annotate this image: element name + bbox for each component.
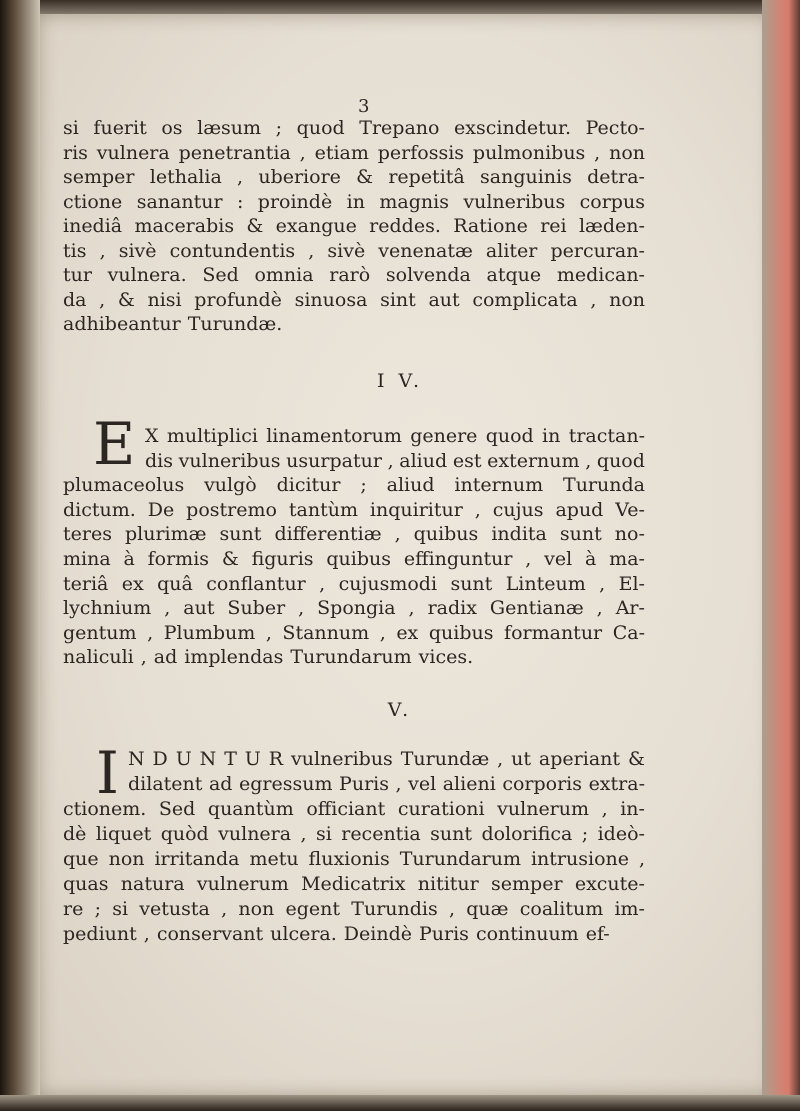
text-line: dis vulneribus usurpatur , aliud est externum , quod <box>145 449 645 472</box>
text-line: adhibeantur Turundæ. <box>63 313 283 335</box>
text-line: mina à formis & figuris quibus effinguntur , vel à ma- <box>63 548 645 570</box>
text-line: quas natura vulnerum Medicatrix nititur semper excute- <box>63 873 645 895</box>
text-line: dictum. De postremo tantùm inquiritur , cujus apud Ve- <box>63 498 645 521</box>
text-line: X multiplici linamentorum genere quod in tractan- <box>145 425 645 447</box>
text-line: ctionem. Sed quantùm officiant curationi vulnerum , in- <box>63 798 645 820</box>
text-line: dilatent ad egressum Puris , vel alieni corporis extra- <box>128 773 645 795</box>
text-line: semper lethalia , uberiore & repetitâ sanguinis detra- <box>63 166 645 188</box>
dropcap-i: I <box>96 739 119 807</box>
text-line: que non irritanda metu fluxionis Turundarum intrusione , <box>63 848 645 870</box>
text-line: tis , sivè contundentis , sivè venenatæ aliter percuran- <box>63 239 645 262</box>
text-line: da , & nisi profundè sinuosa sint aut complicata , non <box>63 288 645 311</box>
text-line: gentum , Plumbum , Stannum , ex quibus formantur Ca- <box>63 621 645 644</box>
text-line: ctione sanantur : proindè in magnis vulneribus corpus <box>63 190 645 213</box>
text-line: inediâ macerabis & exangue reddes. Ratione rei læden- <box>63 215 645 237</box>
section-heading-4: I V. <box>377 370 423 392</box>
section-heading-5: V. <box>387 699 413 721</box>
page-bottom-shadow <box>0 1095 800 1111</box>
page-edge <box>762 0 800 1111</box>
binding-shadow <box>0 0 40 1111</box>
text-line: teriâ ex quâ conflantur , cujusmodi sunt Linteum , El- <box>63 572 645 595</box>
text-line: plumaceolus vulgò dicitur ; aliud internum Turunda <box>63 474 645 497</box>
text-line: re ; si vetusta , non egent Turundis , quæ coalitum im- <box>63 898 645 920</box>
text-line: lychnium , aut Suber , Spongia , radix Gentianæ , Ar- <box>63 597 645 620</box>
text-line: naliculi , ad implendas Turundarum vices. <box>63 646 474 669</box>
text-line: N D U N T U R vulneribus Turundæ , ut aperiant & <box>128 748 645 770</box>
page-number: 3 <box>358 96 370 117</box>
dropcap-e: E <box>93 410 136 478</box>
text-line: tur vulnera. Sed omnia rarò solvenda atque medican- <box>63 264 645 286</box>
text-line: pediunt , conservant ulcera. Deindè Puris continuum ef- <box>63 923 610 945</box>
text-line: dè liquet quòd vulnera , si recentia sunt dolorifica ; ideò- <box>63 823 645 845</box>
text-line: si fuerit os læsum ; quod Trepano exscindetur. Pecto- <box>63 117 645 139</box>
text-line: teres plurimæ sunt differentiæ , quibus indita sunt no- <box>63 523 645 546</box>
text-line: ris vulnera penetrantia , etiam perfossis pulmonibus , non <box>63 141 645 164</box>
